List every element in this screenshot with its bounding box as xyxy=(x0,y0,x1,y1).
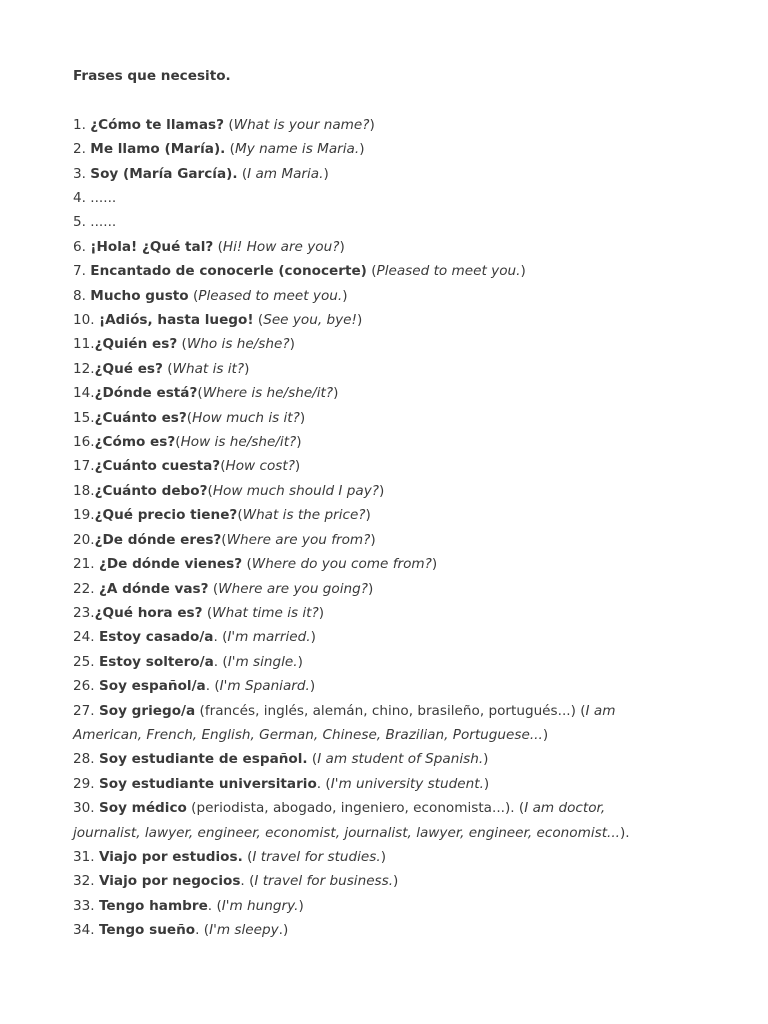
phrase-line xyxy=(73,454,673,478)
phrase-text: 16. xyxy=(73,434,95,451)
phrase-text: . ( xyxy=(240,873,255,890)
english-translation: Where is he/she/it? xyxy=(202,385,334,402)
spanish-phrase: Soy médico xyxy=(98,800,187,817)
phrase-line xyxy=(73,430,673,454)
phrase-text: 4. ...... xyxy=(73,190,117,206)
english-translation: I'm married. xyxy=(227,629,311,646)
spanish-phrase: Soy español/a xyxy=(98,678,206,695)
phrase-text: . ( xyxy=(213,653,228,670)
english-translation: I'm hungry. xyxy=(221,897,299,914)
phrase-line xyxy=(73,894,673,918)
spanish-phrase: ¿Cuánto cuesta? xyxy=(94,458,221,475)
english-translation: Where do you come from? xyxy=(251,556,432,573)
english-translation: Where are you from? xyxy=(226,531,371,548)
english-translation: See you, bye! xyxy=(263,312,357,329)
phrase-text: ) xyxy=(483,751,489,768)
phrase-text: 5. ...... xyxy=(73,214,117,231)
phrase-text: ) xyxy=(342,287,348,304)
phrase-text: ) xyxy=(297,653,303,670)
phrase-line xyxy=(73,137,673,161)
phrase-line xyxy=(73,772,673,796)
phrase-line xyxy=(73,674,673,698)
phrase-text: 32. xyxy=(73,873,99,890)
phrase-text: 34. xyxy=(73,922,99,939)
phrase-text: ( xyxy=(162,360,173,377)
phrase-text: . ( xyxy=(205,678,220,695)
spanish-phrase: ¿Qué hora es? xyxy=(94,604,203,621)
english-translation: I'm Spaniard. xyxy=(219,678,310,695)
phrase-text: ) xyxy=(542,726,549,743)
blank-line xyxy=(73,88,673,112)
phrase-line xyxy=(73,332,673,356)
phrase-text: ( xyxy=(186,409,193,426)
english-translation: How much is it? xyxy=(192,409,300,426)
phrase-text: 8. xyxy=(73,287,91,304)
english-translation: I'm single. xyxy=(227,653,298,670)
phrase-line xyxy=(73,503,673,527)
spanish-phrase: ¿Cómo es? xyxy=(94,434,176,451)
spanish-phrase: Soy griego/a xyxy=(98,702,196,719)
spanish-phrase: Viajo por negocios xyxy=(98,873,241,890)
english-translation: I am American, French, English, German, Chinese, Brazilian, Portuguese... xyxy=(73,702,616,743)
phrase-line xyxy=(73,113,673,137)
english-translation: What is the price? xyxy=(242,507,366,524)
phrase-text: ) xyxy=(393,873,399,890)
phrase-text: 22. xyxy=(73,580,99,597)
spanish-phrase: Encantado de conocerle (conocerte) xyxy=(90,263,367,280)
phrase-text: 14. xyxy=(73,385,95,402)
spanish-phrase: ¡Adiós, hasta luego! xyxy=(98,312,254,329)
english-translation: Who is he/she? xyxy=(186,336,290,353)
spanish-phrase: ¿A dónde vas? xyxy=(98,580,209,597)
phrase-text: ( xyxy=(225,141,235,158)
document-body xyxy=(73,64,673,943)
phrase-text: ) xyxy=(431,556,438,573)
phrase-text: (francés, inglés, alemán, chino, brasileño, portugués...) ( xyxy=(195,702,586,719)
phrase-text: ) xyxy=(359,141,365,158)
phrase-text: 15. xyxy=(73,409,95,426)
english-translation: Hi! How are you? xyxy=(222,238,340,255)
phrase-line xyxy=(73,162,673,186)
phrase-text: ) xyxy=(370,531,376,548)
spanish-phrase: ¿De dónde vienes? xyxy=(98,556,243,573)
english-translation: I travel for studies. xyxy=(252,848,381,865)
phrase-text: ( xyxy=(197,385,203,402)
document-title: Frases que necesito. xyxy=(73,68,231,84)
phrase-text: . ( xyxy=(207,897,222,914)
phrase-text: 30. xyxy=(73,800,99,817)
english-translation: Where are you going? xyxy=(218,580,368,597)
phrase-text: 12. xyxy=(73,360,95,377)
phrase-text: ( xyxy=(208,580,219,597)
phrase-text: 2. xyxy=(73,141,91,158)
phrase-text: 31. xyxy=(73,848,99,865)
phrase-text: ) xyxy=(378,482,385,499)
phrase-text: 20. xyxy=(73,531,95,548)
phrase-line xyxy=(73,528,673,552)
spanish-phrase: Tengo hambre xyxy=(98,897,208,914)
english-translation: How much should I pay? xyxy=(212,482,379,499)
phrase-line xyxy=(73,552,673,576)
phrase-line xyxy=(73,210,673,234)
phrase-text: 19. xyxy=(73,507,95,524)
english-translation: I'm university student. xyxy=(330,775,484,792)
phrase-line xyxy=(73,479,673,503)
phrase-text: ( xyxy=(224,116,234,133)
english-translation: I am Maria. xyxy=(247,165,324,182)
phrase-text: ) xyxy=(296,434,302,451)
english-translation: I am student of Spanish. xyxy=(317,751,484,768)
phrase-text: ( xyxy=(207,482,213,499)
phrase-text: ) xyxy=(289,336,295,353)
phrase-text: ) xyxy=(298,897,304,914)
english-translation: I am doctor, journalist, lawyer, engineer, economist, journalist, lawyer, engineer, economist... xyxy=(73,800,620,841)
phrase-text: ) xyxy=(369,116,375,133)
spanish-phrase: Tengo sueño xyxy=(98,922,196,939)
phrase-text: ( xyxy=(237,165,248,182)
phrase-line xyxy=(73,577,673,601)
spanish-phrase: Estoy casado/a xyxy=(98,629,214,646)
phrase-text: ) xyxy=(365,507,371,524)
spanish-phrase: ¿Cómo te llamas? xyxy=(90,116,224,133)
phrase-text: ( xyxy=(237,507,243,524)
phrase-text: 23. xyxy=(73,604,95,621)
phrase-text: . ( xyxy=(316,775,331,792)
spanish-phrase: Soy estudiante de español. xyxy=(98,751,308,768)
phrase-text: 25. xyxy=(73,653,99,670)
english-translation: I'm sleepy xyxy=(209,922,279,939)
phrase-text: (periodista, abogado, ingeniero, economista...). ( xyxy=(186,800,525,817)
phrase-text: ) xyxy=(483,775,490,792)
phrase-line xyxy=(73,186,673,210)
phrase-text: ) xyxy=(356,312,363,329)
phrase-text: 7. xyxy=(73,263,91,280)
phrase-text: 21. xyxy=(73,556,99,573)
phrase-text: 24. xyxy=(73,629,99,646)
phrase-line xyxy=(73,747,673,771)
spanish-phrase: ¿Dónde está? xyxy=(94,385,198,402)
phrase-text: ) xyxy=(294,458,301,475)
phrase-text: ) xyxy=(323,165,329,182)
phrase-text: 18. xyxy=(73,482,95,499)
english-translation: My name is Maria. xyxy=(234,141,360,158)
phrase-text: ( xyxy=(242,556,252,573)
phrase-line xyxy=(73,918,673,942)
english-translation: What is your name? xyxy=(233,116,370,133)
spanish-phrase: ¿De dónde eres? xyxy=(94,531,222,548)
phrase-line xyxy=(73,406,673,430)
phrase-text: 3. xyxy=(73,165,91,182)
english-translation: I travel for business. xyxy=(254,873,394,890)
phrase-text: . ( xyxy=(213,629,228,646)
spanish-phrase: Mucho gusto xyxy=(90,287,189,304)
phrase-line xyxy=(73,650,673,674)
english-translation: Pleased to meet you. xyxy=(376,263,521,280)
phrase-text: 29. xyxy=(73,775,99,792)
phrase-text: ( xyxy=(177,336,187,353)
phrase-line xyxy=(73,357,673,381)
phrase-text: ( xyxy=(253,312,264,329)
phrase-text: ). xyxy=(620,824,630,841)
phrase-text: ) xyxy=(380,848,387,865)
phrase-text: 17. xyxy=(73,458,95,475)
phrase-text: ) xyxy=(333,385,339,402)
spanish-phrase: ¡Hola! ¿Qué tal? xyxy=(90,238,214,255)
phrase-text: ( xyxy=(242,848,253,865)
spanish-phrase: Soy estudiante universitario xyxy=(98,775,317,792)
phrase-text: ) xyxy=(520,263,526,280)
phrase-text: ( xyxy=(213,238,223,255)
phrase-line xyxy=(73,235,673,259)
phrase-text: ) xyxy=(339,238,345,255)
spanish-phrase: Estoy soltero/a xyxy=(98,653,214,670)
phrase-text: ) xyxy=(299,409,306,426)
spanish-phrase: Viajo por estudios. xyxy=(98,848,243,865)
phrase-text: ( xyxy=(221,531,227,548)
english-translation: Pleased to meet you. xyxy=(198,287,343,304)
phrase-line xyxy=(73,381,673,405)
spanish-phrase: ¿Qué precio tiene? xyxy=(94,507,238,524)
spanish-phrase: ¿Cuánto debo? xyxy=(94,482,208,499)
phrase-text: 33. xyxy=(73,897,99,914)
phrase-text: 10. xyxy=(73,312,99,329)
phrase-text: ( xyxy=(366,263,377,280)
phrase-text: 6. xyxy=(73,238,91,255)
phrase-line xyxy=(73,845,673,869)
phrase-text: 1. xyxy=(73,116,91,133)
spanish-phrase: ¿Quién es? xyxy=(94,336,178,353)
phrase-text: ) xyxy=(310,629,316,646)
spanish-phrase: Me llamo (María). xyxy=(90,141,226,158)
phrase-text: ( xyxy=(202,604,213,621)
english-translation: How cost? xyxy=(225,458,295,475)
phrase-list xyxy=(73,113,673,943)
phrase-text: 26. xyxy=(73,678,99,695)
phrase-text: 11. xyxy=(73,336,95,353)
phrase-text: ( xyxy=(188,287,199,304)
spanish-phrase: ¿Qué es? xyxy=(94,360,163,377)
phrase-line xyxy=(73,625,673,649)
phrase-text: 27. xyxy=(73,702,99,719)
phrase-line xyxy=(73,869,673,893)
phrase-line xyxy=(73,699,673,748)
phrase-text: ( xyxy=(175,434,181,451)
english-translation: How is he/she/it? xyxy=(180,434,297,451)
phrase-text: ) xyxy=(244,360,250,377)
english-translation: What is it? xyxy=(172,360,245,377)
phrase-line xyxy=(73,796,673,845)
phrase-line xyxy=(73,308,673,332)
phrase-text: ) xyxy=(318,604,325,621)
phrase-line xyxy=(73,259,673,283)
phrase-line xyxy=(73,284,673,308)
phrase-text: 28. xyxy=(73,751,99,768)
phrase-text: ) xyxy=(309,678,316,695)
phrase-text: . ( xyxy=(195,922,210,939)
phrase-text: ( xyxy=(220,458,226,475)
phrase-text: ( xyxy=(307,751,318,768)
phrase-text: .) xyxy=(278,922,289,939)
phrase-text: ) xyxy=(367,580,374,597)
english-translation: What time is it? xyxy=(212,604,319,621)
spanish-phrase: Soy (María García). xyxy=(90,165,238,182)
spanish-phrase: ¿Cuánto es? xyxy=(94,409,187,426)
phrase-line xyxy=(73,601,673,625)
